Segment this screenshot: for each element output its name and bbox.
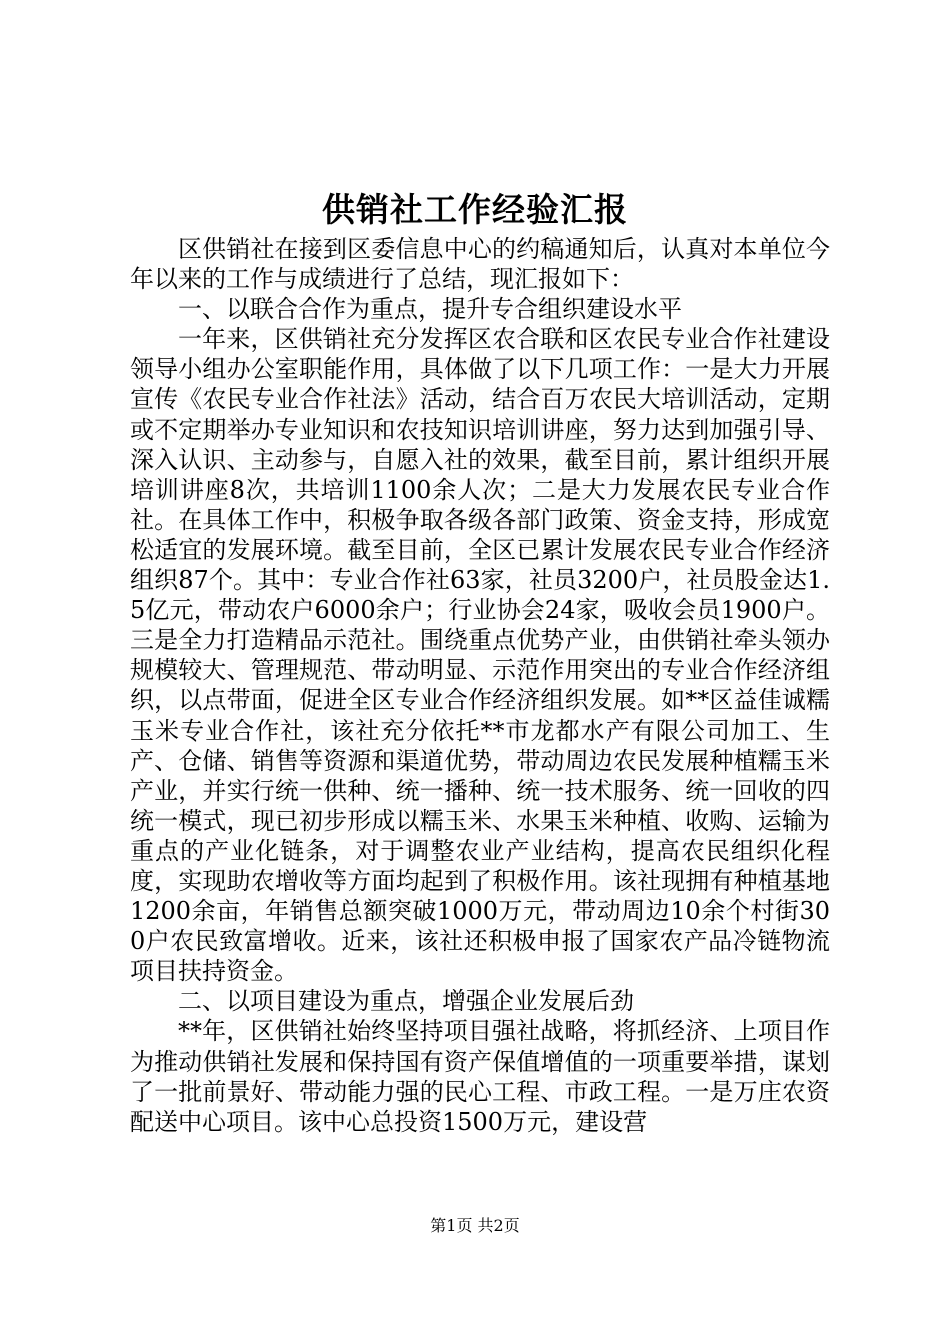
document-title: 供销社工作经验汇报 — [322, 190, 628, 229]
section-paragraph-1: 一年来，区供销社充分发挥区农合联和区农民专业合作社建设领导小组办公室职能作用，具体做了以下几项工作：一是大力开展宣传《农民专业合作社法》活动，结合百万农民大培训活动，定期或不定期举办专业知识和农技知识培训讲座，努力达到加强引导、深入认识、主动参与，自愿入社的效果，截至目前，累计组织开展培训讲座8次，共培训1100余人次；二是大力发展农民专业合作社。在具体工作中，积极争取各级各部门政策、资金支持，形成宽松适宜的发展环境。截至目前，全区已累计发展农民专业合作经济组织87个。其中：专业合作社63家，社员3200户，社员股金达1.5亿元，带动农户6000余户；行业协会24家，吸收会员1900户。三是全力打造精品示范社。围绕重点优势产业，由供销社牵头领办规模较大、管理规范、带动明显、示范作用突出的专业合作经济组织，以点带面，促进全区专业合作经济组织发展。如**区益佳诚糯玉米专业合作社，该社充分依托**市龙都水产有限公司加工、生产、仓储、销售等资源和渠道优势，带动周边农民发展种植糯玉米产业，并实行统一供种、统一播种、统一技术服务、统一回收的四统一模式，现已初步形成以糯玉米、水果玉米种植、收购、运输为重点的产业化链条，对于调整农业产业结构，提高农民组织化程度，实现助农增收等方面均起到了积极作用。该社现拥有种植基地1200余亩，年销售总额突破1000万元，带动周边10余个村街300户农民致富增收。近来，该社还积极申报了国家农产品冷链物流项目扶持资金。 — [130, 325, 830, 986]
document-body — [130, 234, 830, 1137]
section-paragraph-2: **年，区供销社始终坚持项目强社战略，将抓经济、上项目作为推动供销社发展和保持国有资产保值增值的一项重要举措，谋划了一批前景好、带动能力强的民心工程、市政工程。一是万庄农资配送中心项目。该中心总投资1500万元，建设营 — [130, 1017, 830, 1136]
section-heading-1: 一、以联合合作为重点，提升专合组织建设水平 — [178, 295, 682, 324]
page-footer: 第1页 共2页 — [430, 1216, 520, 1235]
intro-paragraph: 区供销社在接到区委信息中心的约稿通知后，认真对本单位今年以来的工作与成绩进行了总结，现汇报如下： — [130, 235, 830, 294]
section-heading-2: 二、以项目建设为重点，增强企业发展后劲 — [178, 987, 634, 1016]
